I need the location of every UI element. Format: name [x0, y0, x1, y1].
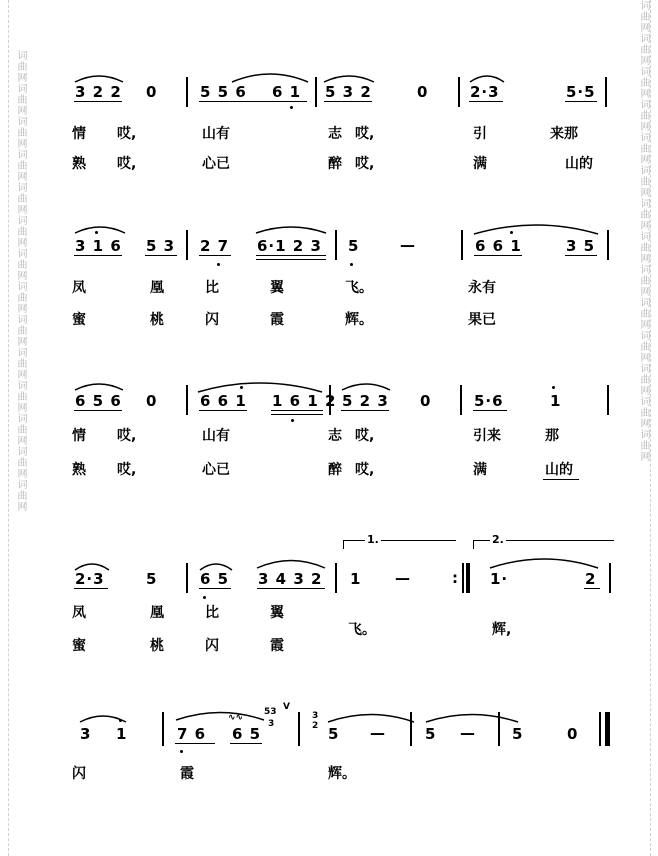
- volta-bracket-1: [343, 540, 456, 549]
- grace-notes: 3: [268, 719, 275, 729]
- underline: [74, 101, 122, 102]
- slur: [254, 223, 328, 235]
- lyric: 桃: [150, 638, 164, 654]
- slur: [230, 70, 310, 84]
- underline: [145, 255, 177, 256]
- note: 5: [425, 725, 437, 743]
- volta-number-2: 2.: [492, 533, 504, 546]
- slur: [340, 380, 392, 392]
- lyric: 志: [328, 126, 342, 142]
- lyric: 醉: [328, 462, 342, 478]
- lyric: 凤: [72, 280, 86, 296]
- note-group: 3 2 2: [75, 83, 122, 101]
- note-group: 5 3: [146, 237, 176, 255]
- underline: [324, 101, 372, 102]
- note-rest: 0: [567, 725, 579, 743]
- repeat-dots: :: [452, 569, 459, 587]
- slur: [488, 554, 600, 570]
- underline: [199, 410, 247, 411]
- lyric: 辉。: [345, 312, 373, 328]
- lyric: 引来: [473, 428, 501, 444]
- lyric: 心已: [202, 462, 230, 478]
- octave-dot: [350, 263, 353, 266]
- underline: [474, 255, 522, 256]
- lyric: 满: [473, 462, 487, 478]
- lyric: 山的: [565, 156, 593, 172]
- lyric: 蜜: [72, 312, 86, 328]
- watermark-text-right: 词曲网词曲网词曲网词曲网词曲网词曲网词曲网词曲网词曲网词曲网词曲网词曲网词曲网词曲网: [638, 0, 649, 462]
- note-rest: 0: [146, 392, 158, 410]
- note-group: 6 5 6: [75, 392, 122, 410]
- underline: [230, 743, 262, 744]
- barline: [461, 230, 463, 260]
- final-barline-thin: [599, 712, 601, 746]
- note: 1·: [490, 570, 509, 588]
- barline: [335, 563, 337, 593]
- lyric: 情: [72, 126, 86, 142]
- dash: —: [370, 724, 386, 742]
- note: 5: [146, 570, 158, 588]
- slur: [472, 220, 600, 236]
- note-group: 5 2 3: [342, 392, 389, 410]
- note-group: 6 5: [232, 725, 262, 743]
- note: 1: [550, 392, 562, 410]
- watermark-text-left: 词曲网词曲网词曲网词曲网词曲网词曲网词曲网词曲网词曲网词曲网词曲网词曲网词曲网词曲网: [15, 50, 26, 512]
- lyric: 霞: [270, 638, 284, 654]
- underline: [271, 414, 323, 415]
- note-rest: 0: [420, 392, 432, 410]
- underline: [74, 255, 122, 256]
- underline: [473, 410, 507, 411]
- lyric: 哎,: [355, 462, 375, 478]
- underline: [199, 101, 307, 102]
- underline: [565, 101, 597, 102]
- slur: [322, 72, 376, 84]
- watermark-left: [8, 0, 27, 856]
- underline: [341, 410, 389, 411]
- barline: [162, 712, 164, 746]
- lyric: 熟: [72, 156, 86, 172]
- barline: [335, 230, 337, 260]
- barline: [186, 385, 188, 415]
- lyric: 闪: [205, 638, 219, 654]
- tie: [424, 710, 520, 724]
- underline: [469, 101, 503, 102]
- lyric: 比: [205, 605, 219, 621]
- lyric: 辉。: [328, 766, 356, 782]
- slur: [73, 380, 125, 392]
- underline: [271, 410, 323, 411]
- lyric: 永有: [468, 280, 496, 296]
- note-rest: 0: [146, 83, 158, 101]
- note-group: 3 4 3 2: [258, 570, 323, 588]
- lyric: 哎,: [117, 156, 137, 172]
- octave-dot: [291, 419, 294, 422]
- final-barline-thick: [605, 712, 610, 746]
- lyric: 辉,: [492, 622, 512, 638]
- lyric: 哎,: [355, 428, 375, 444]
- lyric: 霞: [180, 766, 194, 782]
- underline: [199, 588, 231, 589]
- barline: [315, 77, 317, 107]
- underline: [175, 743, 215, 744]
- note-group: 2·3: [470, 83, 500, 101]
- note-rest: 0: [417, 83, 429, 101]
- note-group: 6 1: [272, 83, 302, 101]
- lyric: 山有: [202, 126, 230, 142]
- octave-dot: [552, 386, 555, 389]
- barline: [458, 77, 460, 107]
- lyric: 来那: [550, 126, 578, 142]
- slur: [255, 556, 327, 570]
- note: 5: [512, 725, 524, 743]
- underline: [256, 255, 326, 256]
- lyric: 凰: [150, 280, 164, 296]
- trill-mark: ∿∿: [228, 713, 244, 723]
- note-group: 2·3: [75, 570, 105, 588]
- lyric: 霞: [270, 312, 284, 328]
- underline: [257, 588, 325, 589]
- dash: —: [460, 724, 476, 742]
- note-group: 3 1 6: [75, 237, 122, 255]
- note-group: 7 6: [177, 725, 207, 743]
- lyric: 闪: [72, 766, 86, 782]
- lyric: 飞。: [348, 622, 376, 638]
- note: 5: [328, 725, 340, 743]
- lyric: 哎,: [355, 126, 375, 142]
- barline: [460, 385, 462, 415]
- slur: [468, 72, 506, 84]
- lyric: 山有: [202, 428, 230, 444]
- grace-notes: 53: [264, 707, 277, 717]
- note-group: 3 5: [566, 237, 596, 255]
- lyric: 凤: [72, 605, 86, 621]
- note: 2: [585, 570, 597, 588]
- lyric: 哎,: [117, 126, 137, 142]
- lyric: 志: [328, 428, 342, 444]
- octave-dot: [203, 596, 206, 599]
- barline: [186, 563, 188, 593]
- lyric: 果已: [468, 312, 496, 328]
- lyric: 比: [205, 280, 219, 296]
- lyric: 翼: [270, 605, 284, 621]
- note-group: 6 6 1: [200, 392, 247, 410]
- note: 5: [348, 237, 360, 255]
- lyric: 山的: [545, 462, 573, 478]
- barline: [607, 385, 609, 415]
- slur: [73, 72, 125, 84]
- slur: [174, 708, 266, 722]
- watermark-right: [632, 0, 651, 856]
- lyric: 飞。: [345, 280, 373, 296]
- octave-dot: [290, 106, 293, 109]
- barline: [607, 230, 609, 260]
- underline: [565, 255, 597, 256]
- underline: [74, 410, 122, 411]
- barline: [298, 712, 300, 746]
- lyric: 哎,: [355, 156, 375, 172]
- underline: [543, 479, 579, 480]
- octave-dot: [217, 263, 220, 266]
- dash: —: [395, 569, 411, 587]
- slur: [78, 712, 128, 724]
- note-group: 6·1 2 3: [257, 237, 322, 255]
- breath-mark: V: [283, 702, 290, 712]
- lyric: 凰: [150, 605, 164, 621]
- lyric: 熟: [72, 462, 86, 478]
- barline: [609, 563, 611, 593]
- repeat-barline-thick: [466, 563, 470, 593]
- lyric: 哎,: [117, 462, 137, 478]
- octave-dot: [180, 750, 183, 753]
- lyric: 蜜: [72, 638, 86, 654]
- note-group: 5 5 6: [200, 83, 247, 101]
- lyric: 引: [473, 126, 487, 142]
- note-group: 5 3 2: [325, 83, 372, 101]
- barline: [186, 230, 188, 260]
- slur: [73, 223, 127, 235]
- barline: [186, 77, 188, 107]
- grace-notes: 3: [312, 711, 319, 721]
- note: 1: [116, 725, 128, 743]
- note-group: 5·6: [474, 392, 504, 410]
- volta-number-1: 1.: [367, 533, 379, 546]
- underline: [199, 255, 231, 256]
- note-group: 5·5: [566, 83, 596, 101]
- lyric: 那: [545, 428, 559, 444]
- barline: [605, 77, 607, 107]
- grace-notes: 2: [312, 721, 319, 731]
- note-group: 6 6 1: [475, 237, 522, 255]
- slur: [198, 560, 234, 572]
- lyric: 哎,: [117, 428, 137, 444]
- note-group: 2 7: [200, 237, 230, 255]
- lyric: 桃: [150, 312, 164, 328]
- note-group: 6 5: [200, 570, 230, 588]
- lyric: 心已: [202, 156, 230, 172]
- slur: [73, 560, 111, 572]
- underline: [74, 588, 108, 589]
- repeat-barline-thin: [462, 563, 464, 593]
- underline: [256, 259, 326, 260]
- barline: [329, 385, 331, 415]
- lyric: 闪: [205, 312, 219, 328]
- lyric: 翼: [270, 280, 284, 296]
- dash: —: [400, 236, 416, 254]
- lyric: 醉: [328, 156, 342, 172]
- slur: [196, 378, 324, 394]
- lyric: 情: [72, 428, 86, 444]
- tie: [326, 710, 416, 724]
- note: 1: [350, 570, 362, 588]
- note: 3: [80, 725, 92, 743]
- underline: [584, 588, 600, 589]
- note-group: 1 6 1 2: [272, 392, 337, 410]
- lyric: 满: [473, 156, 487, 172]
